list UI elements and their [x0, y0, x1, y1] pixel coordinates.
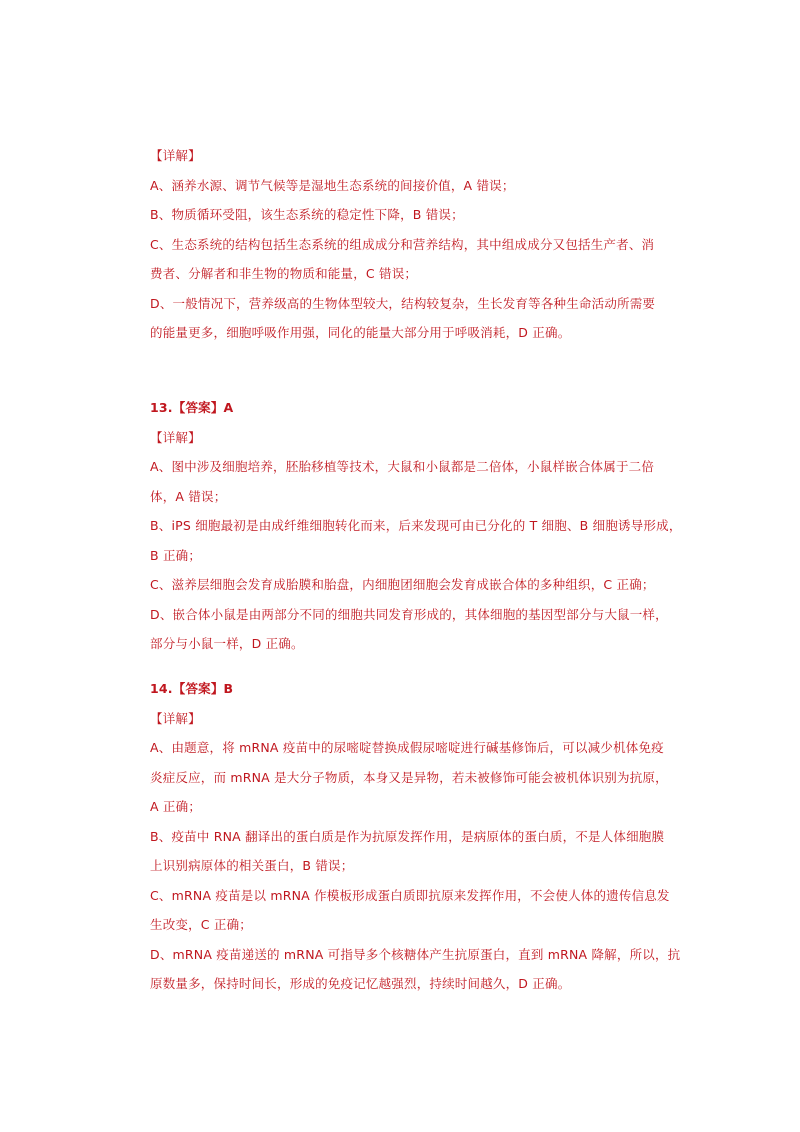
q13-line-4: B 正确； — [150, 547, 202, 563]
q14-line-3: A 正确； — [150, 799, 202, 814]
q14-line-9: 原数量多，保持时间长，形成的免疫记忆越强烈，持续时间越久，D 正确。 — [150, 976, 571, 991]
q12-line-2: B、物质循环受阻，该生态系统的稳定性下降，B 错误； — [150, 207, 464, 222]
q12-line-3: C、生态系统的结构包括生态系统的组成成分和营养结构，其中组成成分又包括生产者、消 — [150, 236, 655, 252]
q13-detail-heading: 【详解】 — [150, 429, 201, 445]
q12-line-5: D、一般情况下，营养级高的生物体型较大，结构较复杂，生长发育等各种生命活动所需要 — [150, 295, 656, 311]
q12-section — [150, 141, 670, 348]
q14-line-6: C、mRNA 疫苗是以 mRNA 作模板形成蛋白质即抗原来发挥作用，不会使人体的遗传信息发 — [150, 887, 670, 903]
q13-line-1: A、图中涉及细胞培养，胚胎移植等技术，大鼠和小鼠都是二倍体，小鼠样嵌合体属于二倍 — [150, 459, 655, 474]
q14-line-2: 炎症反应，而 mRNA 是大分子物质，本身又是异物，若未被修饰可能会被机体识别为抗原， — [150, 769, 668, 785]
q14-line-1: A、由题意，将 mRNA 疫苗中的尿嘧啶替换成假尿嘧啶进行碱基修饰后，可以减少机体免疫 — [150, 740, 664, 755]
q14-section — [150, 674, 681, 999]
q12-line-4: 费者、分解者和非生物的物质和能量，C 错误； — [150, 266, 418, 281]
q12-detail-heading: 【详解】 — [150, 148, 201, 163]
q13-line-7: 部分与小鼠一样，D 正确。 — [150, 636, 304, 651]
q12-line-1: A、涵养水源、调节气候等是湿地生态系统的间接价值，A 错误； — [150, 177, 515, 193]
q14-line-7: 生改变，C 正确； — [150, 917, 253, 932]
q14-detail-heading: 【详解】 — [150, 710, 201, 726]
q13-answer-heading: 13.【答案】A — [150, 400, 234, 415]
q14-line-4: B、疫苗中 RNA 翻译出的蛋白质是作为抗原发挥作用，是病原体的蛋白质，不是人体细胞膜 — [150, 828, 665, 844]
q12-line-6: 的能量更多，细胞呼吸作用强，同化的能量大部分用于呼吸消耗，D 正确。 — [150, 325, 571, 340]
q13-line-5: C、滋养层细胞会发育成胎膜和胎盘，内细胞团细胞会发育成嵌合体的多种组织，C 正确； — [150, 577, 655, 592]
q13-section — [150, 393, 682, 659]
q14-line-8: D、mRNA 疫苗递送的 mRNA 可指导多个核糖体产生抗原蛋白，直到 mRNA 降解，所以，抗 — [150, 946, 681, 962]
q13-line-6: D、嵌合体小鼠是由两部分不同的细胞共同发育形成的，其体细胞的基因型部分与大鼠一样， — [150, 606, 668, 622]
q14-line-5: 上识别病原体的相关蛋白，B 错误； — [150, 858, 354, 873]
q13-line-2: 体，A 错误； — [150, 488, 227, 504]
q14-answer-heading: 14.【答案】B — [150, 681, 234, 696]
q13-line-3: B、iPS 细胞最初是由成纤维细胞转化而来，后来发现可由已分化的 T 细胞、B 细胞诱导形成， — [150, 518, 682, 533]
